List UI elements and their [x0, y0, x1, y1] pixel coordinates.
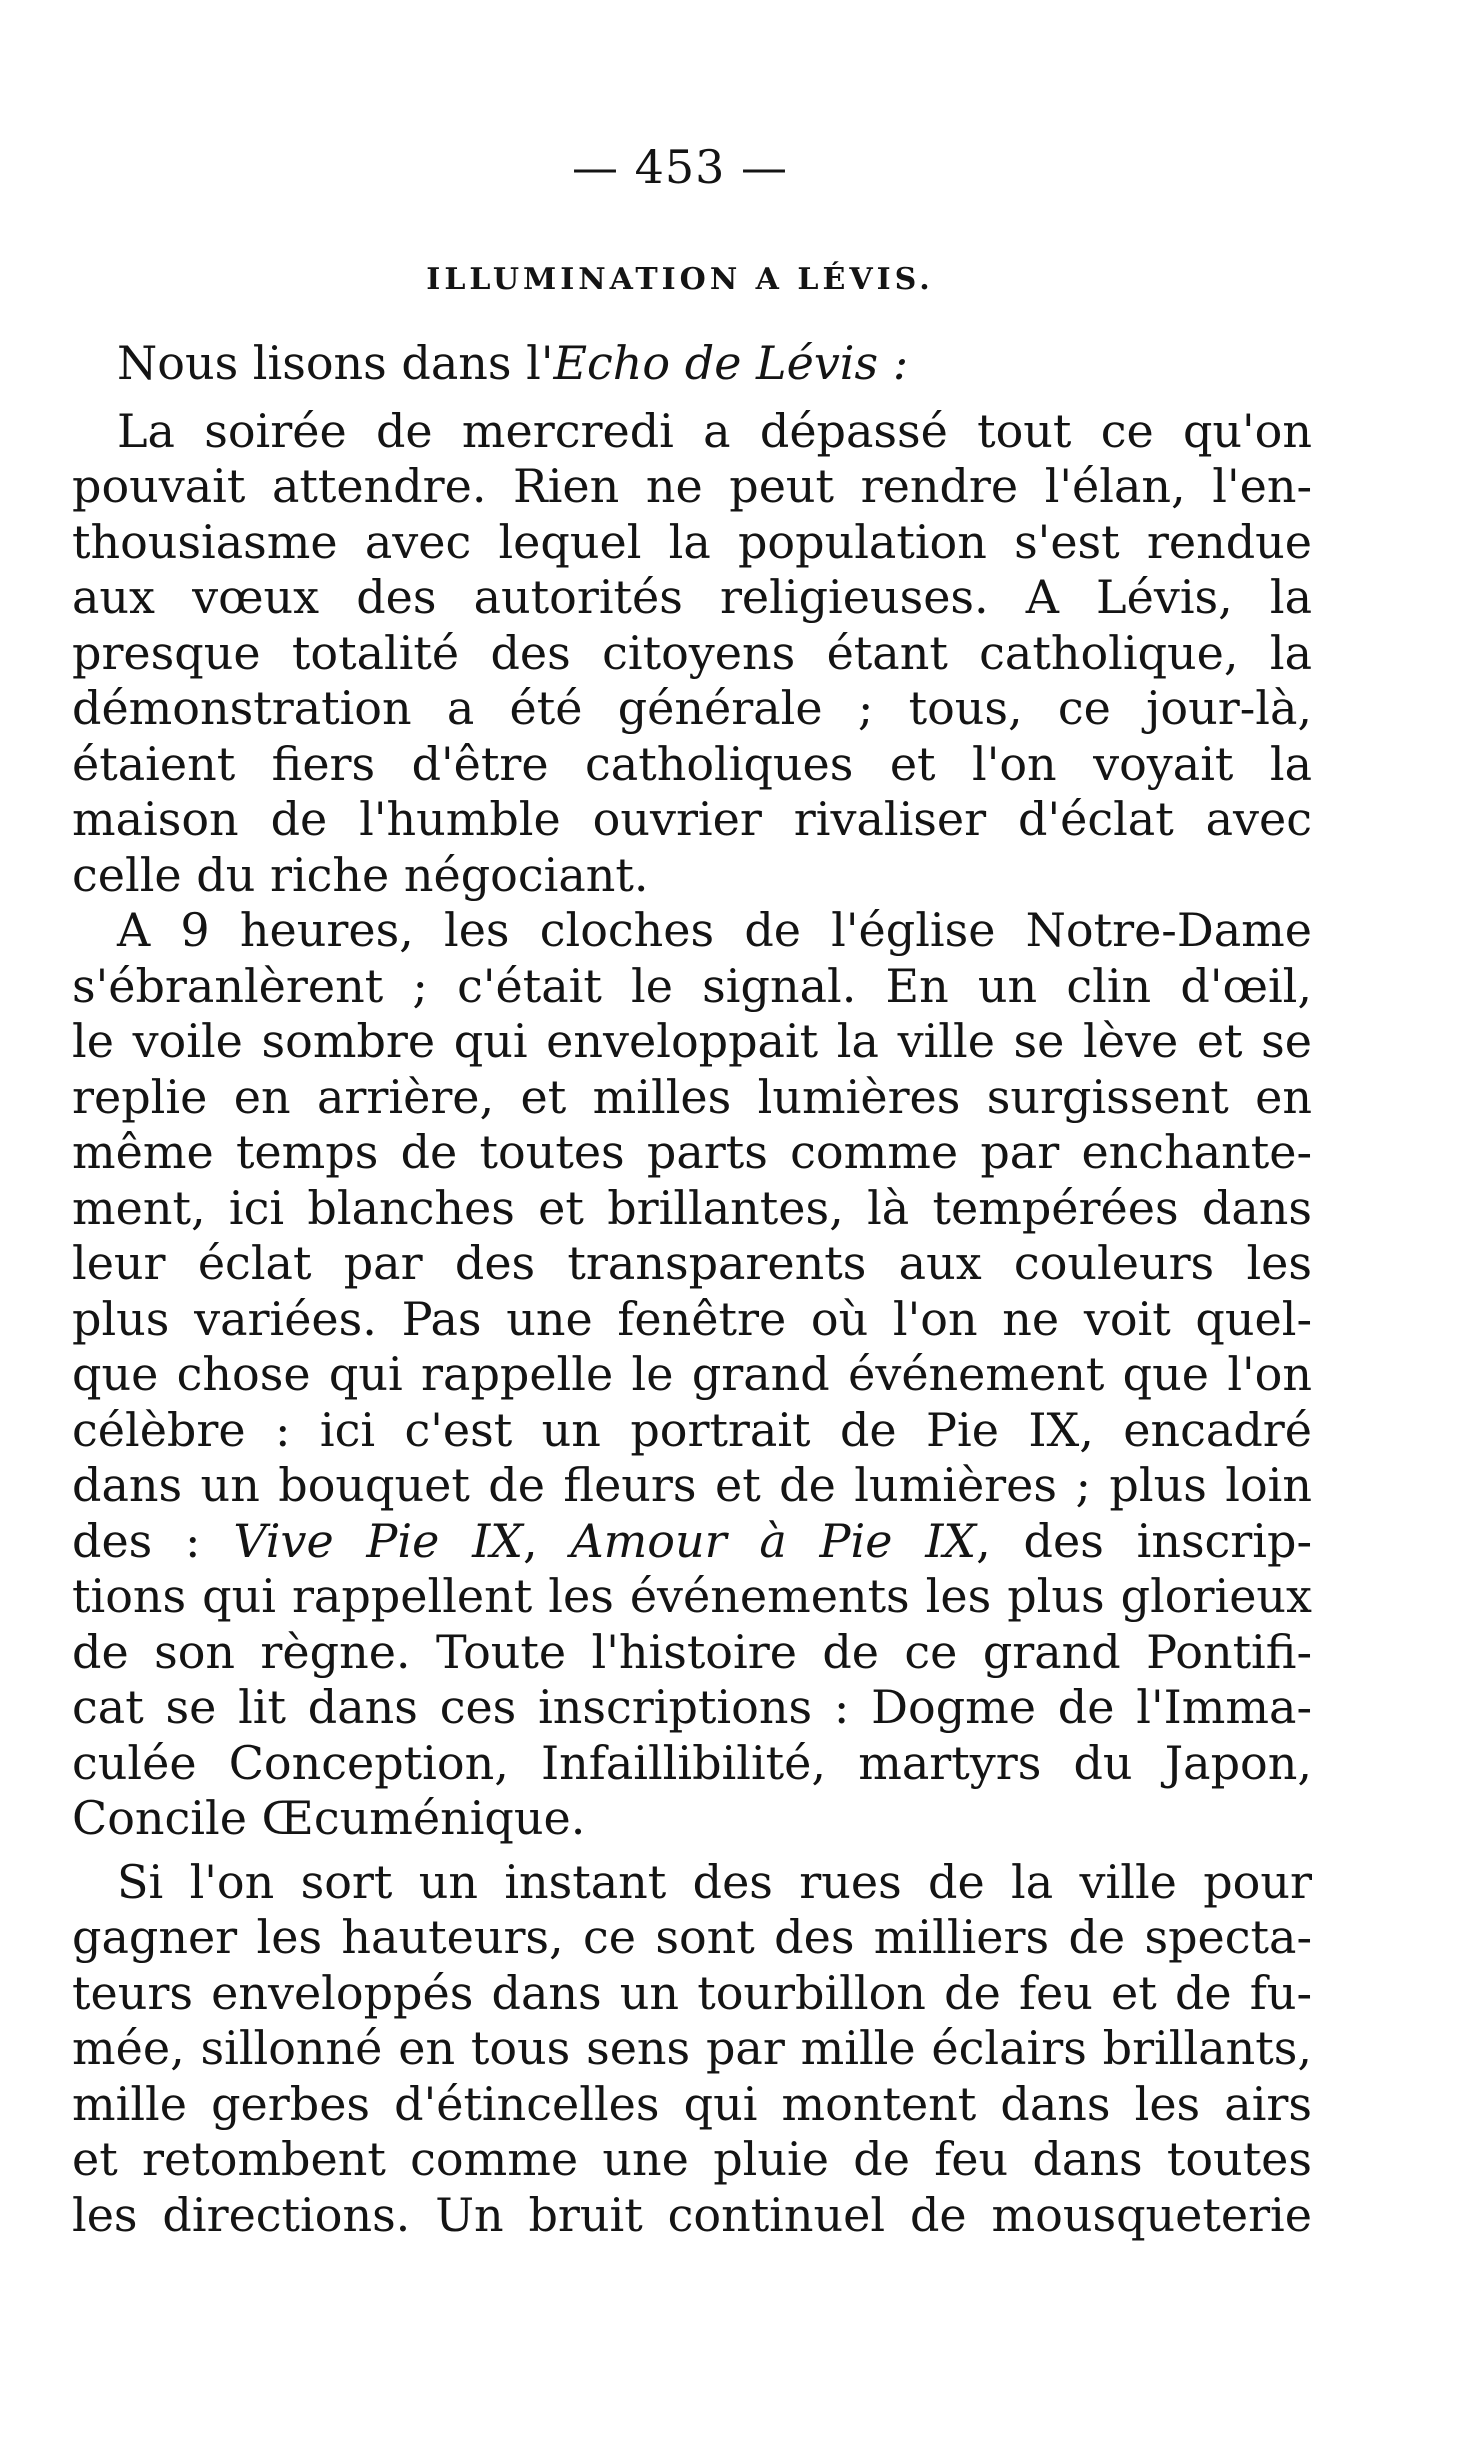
intro-source: Echo de Lévis :	[553, 336, 909, 390]
italic-inscription: Amour à Pie IX	[570, 1513, 977, 1568]
text-line: et retombent comme une pluie de feu dans toutes	[72, 2132, 1312, 2186]
text-line: les directions. Un bruit continuel de mousqueterie	[72, 2187, 1312, 2242]
text-line: cat se lit dans ces inscriptions : Dogme de l'Imma-	[72, 1680, 1312, 1734]
text-line: presque totalité des citoyens étant catholique, la	[72, 625, 1312, 680]
text-line: de son règne. Toute l'histoire de ce grand Pontifi-	[72, 1624, 1312, 1679]
text-line: pouvait attendre. Rien ne peut rendre l'élan, l'en-	[72, 459, 1312, 513]
text-line: célèbre : ici c'est un portrait de Pie IX, encadré	[72, 1402, 1312, 1457]
text-line: maison de l'humble ouvrier rivaliser d'éclat avec	[72, 792, 1312, 846]
text-line: leur éclat par des transparents aux couleurs les	[72, 1236, 1312, 1290]
body-text	[72, 330, 1312, 2243]
text-line: même temps de toutes parts comme par enchante-	[72, 1125, 1312, 1179]
text-line: mille gerbes d'étincelles qui montent dans les airs	[72, 2076, 1312, 2131]
text-line: tions qui rappellent les événements les plus glorieux	[72, 1569, 1312, 1623]
text-line: le voile sombre qui enveloppait la ville se lève et se	[72, 1014, 1312, 1068]
text-segment: , des inscrip-	[976, 1513, 1313, 1568]
text-line: teurs enveloppés dans un tourbillon de feu et de fu-	[72, 1965, 1312, 2020]
text-line: gagner les hauteurs, ce sont des milliers de specta-	[72, 1910, 1312, 1964]
text-segment: ,	[523, 1513, 571, 1568]
paragraph-2	[72, 903, 1312, 1847]
text-line: dans un bouquet de fleurs et de lumières ; plus loin	[72, 1458, 1312, 1512]
text-line: Si l'on sort un instant des rues de la ville pour	[117, 1854, 1312, 1909]
paragraph-1	[72, 404, 1312, 904]
paragraph-3	[72, 1855, 1312, 2244]
text-line: thousiasme avec lequel la population s'est rendue	[72, 514, 1312, 569]
text-line: La soirée de mercredi a dépassé tout ce qu'on	[117, 403, 1312, 458]
text-line: Concile Œcuménique.	[72, 1791, 586, 1845]
text-line: celle du riche négociant.	[72, 847, 649, 902]
section-heading: ILLUMINATION A LÉVIS.	[426, 262, 934, 297]
text-line: plus variées. Pas une fenêtre où l'on ne voit quel-	[72, 1291, 1312, 1346]
text-line: étaient fiers d'être catholiques et l'on voyait la	[72, 736, 1312, 791]
text-line-italics	[72, 1514, 1312, 1570]
page-number: — 453 —	[571, 140, 789, 194]
text-line: s'ébranlèrent ; c'était le signal. En un clin d'œil,	[72, 958, 1312, 1013]
text-line: replie en arrière, et milles lumières surgissent en	[72, 1069, 1312, 1124]
text-segment: des :	[72, 1513, 234, 1568]
text-line: A 9 heures, les cloches de l'église Notre-Dame	[117, 903, 1312, 957]
text-line: que chose qui rappelle le grand événement que l'on	[72, 1347, 1312, 1401]
text-line: démonstration a été générale ; tous, ce jour-là,	[72, 681, 1312, 735]
intro-text: Nous lisons dans l'	[117, 336, 554, 390]
intro-line	[72, 336, 1312, 392]
text-line: aux vœux des autorités religieuses. A Lévis, la	[72, 570, 1312, 624]
text-line: mée, sillonné en tous sens par mille éclairs brillants,	[72, 2021, 1312, 2075]
text-line: ment, ici blanches et brillantes, là tempérées dans	[72, 1180, 1312, 1235]
text-line: culée Conception, Infaillibilité, martyrs du Japon,	[72, 1735, 1312, 1790]
italic-inscription: Vive Pie IX	[233, 1513, 524, 1568]
